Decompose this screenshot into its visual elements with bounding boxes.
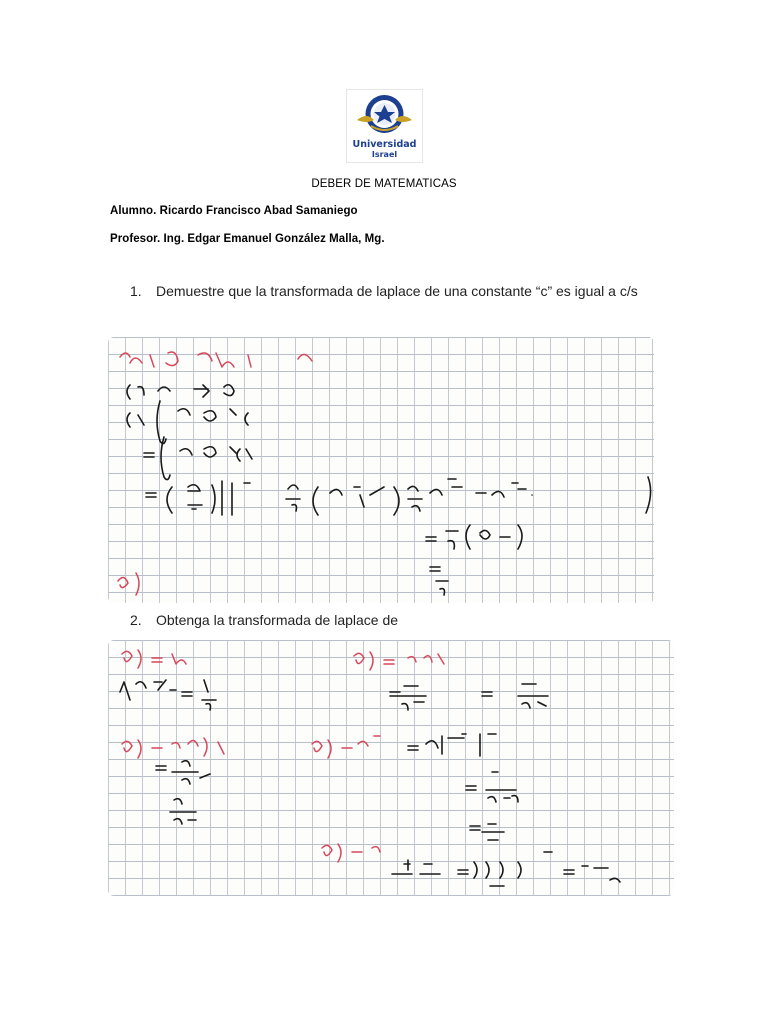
handwritten-solution-1-image	[108, 337, 654, 603]
handwriting-strokes-1	[108, 337, 654, 603]
question-1-text: Demuestre que la transformada de laplace de una constante “c” es igual a c/s	[156, 283, 638, 299]
professor-name: Profesor. Ing. Edgar Emanuel González Malla, Mg.	[110, 233, 385, 245]
question-2	[130, 612, 398, 628]
question-2-number: 2.	[130, 612, 142, 628]
question-1-number: 1.	[130, 283, 142, 299]
university-seal-icon	[347, 90, 422, 140]
document-title: DEBER DE MATEMATICAS	[311, 178, 457, 190]
question-1	[130, 283, 638, 299]
logo-name-line1: Universidad	[352, 139, 417, 150]
handwriting-strokes-2	[108, 640, 674, 896]
question-2-text: Obtenga la transformada de laplace de	[156, 612, 399, 628]
university-logo	[346, 89, 423, 163]
handwritten-solution-2-image	[108, 640, 674, 896]
logo-name-line2: Israel	[371, 150, 398, 159]
student-name: Alumno. Ricardo Francisco Abad Samaniego	[110, 205, 358, 217]
